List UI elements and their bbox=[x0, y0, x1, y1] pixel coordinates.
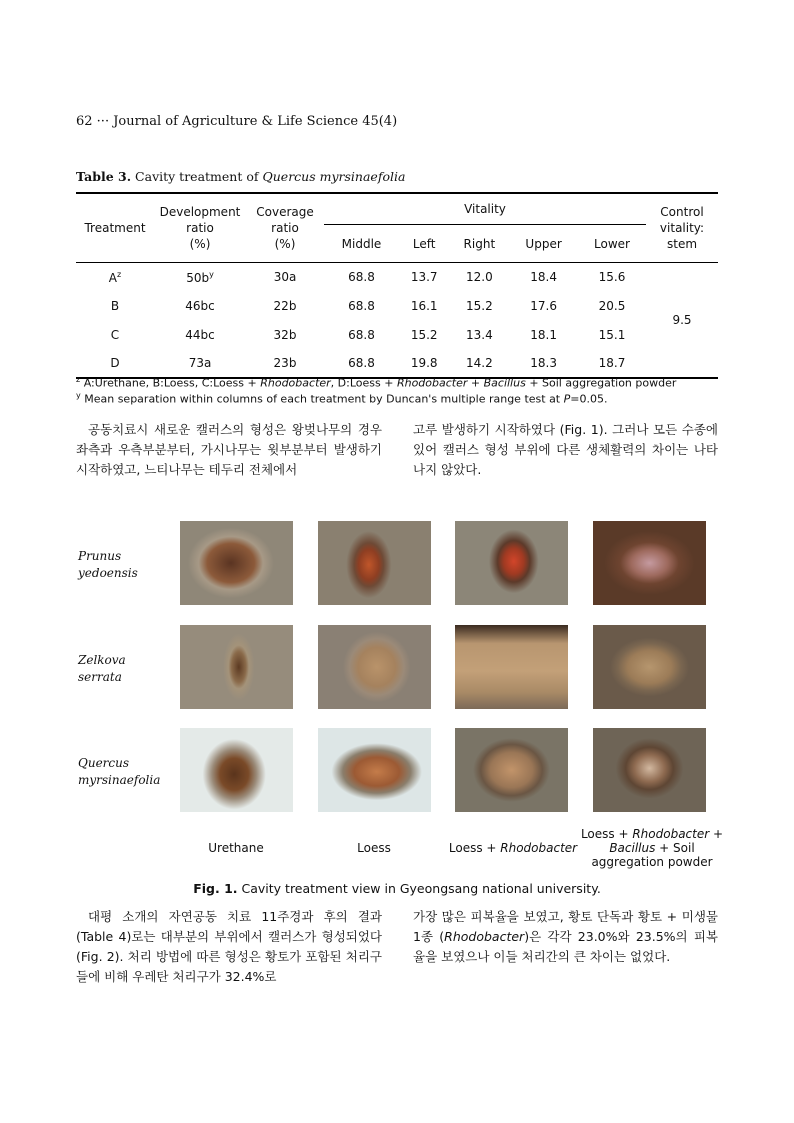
photo-zelkova-loess bbox=[318, 625, 431, 709]
table-row: B 46bc 22b 68.8 16.1 15.2 17.6 20.5 bbox=[110, 298, 626, 313]
th-development: Development ratio (%) bbox=[154, 193, 246, 263]
photo-quercus-loess-rhodobacter-bacillus bbox=[593, 728, 706, 812]
species-label-prunus: Prunus yedoensis bbox=[78, 549, 138, 580]
species-label-zelkova: Zelkova serrata bbox=[78, 653, 126, 684]
paragraph-2-left: 대평 소개의 자연공동 치료 11주경과 후의 결과 (Table 4)로는 대부분의 부위에서 캘러스가 형성되었다 (Fig. 2). 처리 방법에 따른 형성은 황토가 포함된 처리구들에 비해 우레탄 처리구가 32.4%로 bbox=[76, 909, 382, 984]
table-label: Table 3. bbox=[76, 169, 132, 184]
table-caption-species: Quercus myrsinaefolia bbox=[262, 169, 406, 184]
control-value: 9.5 bbox=[646, 263, 718, 379]
photo-zelkova-loess-rhodobacter bbox=[455, 625, 568, 709]
paragraph-2-right: 가장 많은 피복율을 보였고, 황토 단독과 황토 + 미생물1종 (Rhodobacter)은 각각 23.0%와 23.5%의 피복율을 보였으나 이들 처리간의 큰 차이는 없었다. bbox=[413, 909, 718, 964]
th-vitality: Vitality bbox=[324, 193, 646, 225]
species-label-quercus: Quercus myrsinaefolia bbox=[78, 756, 161, 787]
col-label-loess-rhodobacter-bacillus: Loess + Rhodobacter + Bacillus + Soil aggregation powder bbox=[580, 827, 724, 869]
th-treatment: Treatment bbox=[76, 193, 154, 263]
col-label-loess-rhodobacter: Loess + Rhodobacter bbox=[448, 841, 578, 855]
photo-prunus-loess bbox=[318, 521, 431, 605]
th-control: Control vitality: stem bbox=[646, 193, 718, 263]
paragraph-1-right: 고루 발생하기 시작하였다 (Fig. 1). 그러나 모든 수종에 있어 캘러스 형성 부위에 다른 생체활력의 차이는 나타나지 않았다. bbox=[413, 422, 718, 477]
th-left: Left bbox=[399, 225, 450, 263]
running-header: 62 ··· Journal of Agriculture & Life Science 45(4) bbox=[76, 114, 398, 129]
th-right: Right bbox=[449, 225, 509, 263]
photo-quercus-loess bbox=[318, 728, 431, 812]
th-middle: Middle bbox=[324, 225, 399, 263]
col-label-loess: Loess bbox=[357, 841, 391, 855]
table-row: C 44bc 32b 68.8 15.2 13.4 18.1 15.1 bbox=[110, 327, 626, 342]
th-coverage: Coverage ratio (%) bbox=[246, 193, 324, 263]
photo-zelkova-loess-rhodobacter-bacillus bbox=[593, 625, 706, 709]
table-row: D 73a 23b 68.8 19.8 14.2 18.3 18.7 bbox=[76, 349, 718, 378]
th-lower: Lower bbox=[578, 225, 646, 263]
table-caption bbox=[76, 169, 405, 184]
table-caption-text: Cavity treatment of bbox=[135, 169, 259, 184]
table-row: $A^z$ $50b^y$ 30a 68.8 13.7 12.0 18.4 15.6 9.5 bbox=[76, 263, 718, 292]
table-3 bbox=[76, 192, 718, 379]
th-upper: Upper bbox=[509, 225, 578, 263]
photo-prunus-loess-rhodobacter-bacillus bbox=[593, 521, 706, 605]
photo-prunus-urethane bbox=[180, 521, 293, 605]
figure-caption: Fig. 1. Cavity treatment view in Gyeongsang national university. bbox=[193, 881, 601, 896]
col-label-urethane: Urethane bbox=[208, 841, 264, 855]
paragraph-1-left: 공동치료시 새로운 캘러스의 형성은 왕벚나무의 경우 좌측과 우측부분부터, 가시나무는 윗부분부터 발생하기 시작하였고, 느티나무는 테두리 전체에서 bbox=[76, 422, 382, 477]
photo-quercus-loess-rhodobacter bbox=[455, 728, 568, 812]
photo-zelkova-urethane bbox=[180, 625, 293, 709]
photo-quercus-urethane bbox=[180, 728, 293, 812]
photo-prunus-loess-rhodobacter bbox=[455, 521, 568, 605]
footnote-y: $^y$ Mean separation within columns of each treatment by Duncan's multiple range test at P=0.05. bbox=[76, 391, 608, 406]
footnote-z: $^z$ A:Urethane, B:Loess, C:Loess + Rhodobacter, D:Loess + Rhodobacter + Bacillus + Soil aggregation powder bbox=[76, 375, 677, 390]
